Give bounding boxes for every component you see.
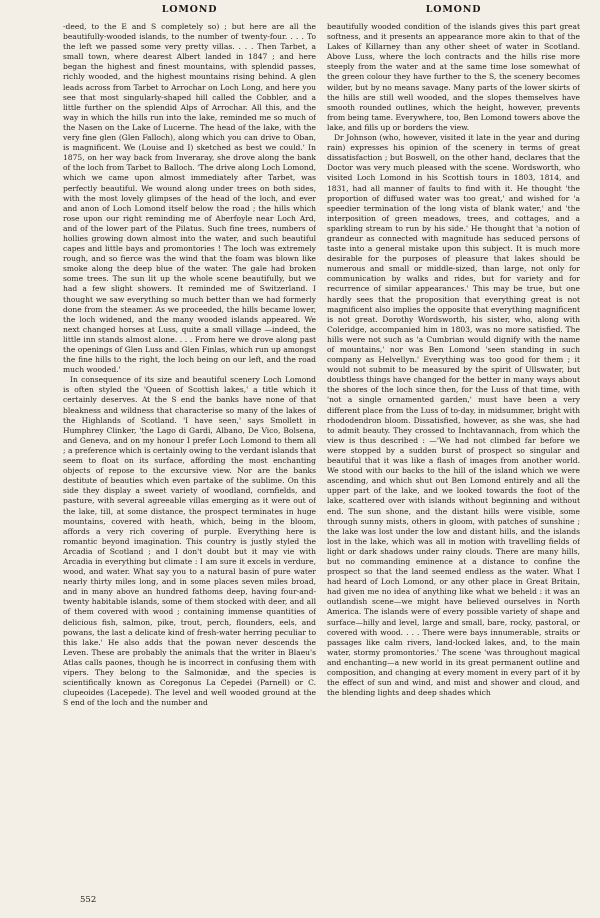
right-paragraph-1: beautifully wooded condition of the islands gives this part great softness, and it presents an appearance more akin to that of the Lakes of Killarney than any other sheet of water in Scotland. Above Luss, where the loch contracts and the hills rise more steeply from the water and at the same time lose somewhat of the green colour they have further to the S, the scenery becomes wilder, but by no means savage. Many parts of the lower skirts of the hills are still well wooded, and the slopes themselves have smooth rounded outlines, which the height, however, prevents from being tame. Everywhere, too, Ben Lomond towers above the lake, and fills up or borders the view. xyxy=(327,22,580,132)
left-paragraph-1: -deed, to the E and S completely so) ; but here are all the beautifully-wooded islands, to the number of twenty-four. . . . To the left we passed some very pretty villas. . . . Then Tarbet, a small town, where dearest Albert landed in 1847 ; and here began the highest and finest mountains, with splendid passes, richly wooded, and the highest mountains rising behind. A glen leads across from Tarbet to Arrochar on Loch Long, and here you see that most singularly-shaped hill called the Cobbler, and a little further on the splendid Alps of Arrochar. All this, and the way in which the hills run into the lake, reminded me so much of the Nasen on the Lake of Lucerne. The head of the lake, with the very fine glen (Glen Falloch), along which you can drive to Oban, is magnificent. We (Louise and I) sketched as best we could.' In 1875, on her way back from Inveraray, she drove along the bank of the loch from Tarbet to Balloch. 'The drive along Loch Lomond, which we came upon almost immediately after Tarbet, was perfectly beautiful. We wound along under trees on both sides, with the most lovely glimpses of the head of the loch, and ever and anon of Loch Lomond itself below the road ; the hills which rose upon our right reminding me of Aberfoyle near Loch Ard, and of the lower part of the Pilatus. Such fine trees, numbers of hollies growing down almost into the water, and such beautiful capes and little bays and promontories ! The loch was extremely rough, and so fierce was the wind that the foam was blown like smoke along the deep blue of the water. The gale had broken some trees. The sun lit up the whole scene beautifully, but we had a few slight showers. It reminded me of Switzerland. I thought we saw everything so much better than we had formerly done from the steamer. As we proceeded, the hills became lower, the loch widened, and the many wooded islands appeared. We next changed horses at Luss, quite a small village —indeed, the little inn stands almost alone. . . . From here we drove along past the openings of Glen Luss and Glen Finlas, which run up amongst the fine hills to the right, the loch being on our left, and the road much wooded.' xyxy=(63,22,316,375)
page-number: 552 xyxy=(80,895,97,905)
right-paragraph-2: Dr Johnson (who, however, visited it late in the year and during rain) expresses his opinion of the scenery in terms of great dissatisfaction ; but Boswell, on the other hand, declares that the Doctor was very much pleased with the scene. Wordsworth, who visited Loch Lomond in his Scottish tours in 1803, 1814, and 1831, had all manner of faults to find with it. He thought 'the proportion of diffused water was too great,' and wished for 'a speedier termination of the long vista of blank water,' and 'the interposition of green meadows, trees, and cottages, and a sparkling stream to run by his side.' He thought that 'a notion of grandeur as connected with magnitude has seduced persons of taste into a general mistake upon this subject. It is much more desirable for the purposes of pleasure that lakes should be numerous and small or middle-sized, than large, not only for communication by walks and rides, but for variety and for recurrence of similar appearances.' This may be true, but one hardly sees that the proposition that everything great is not magnificent also implies the opposite that everything magnificent is not great. Dorothy Wordsworth, his sister, who, along with Coleridge, accompanied him in 1803, was no more satisfied. The hills were not such as 'a Cumbrian would dignify with the name of mountains,' nor was Ben Lomond 'seen standing in such company as Helvellyn.' Everything was too good for them ; it would not submit to be measured by the spirit of Ullswater, but doubtless things have changed for the better in many ways about the shores of the loch since then, for the Luss of that time, with 'not a single ornamented garden,' must have been a very different place from the Luss of to-day, in midsummer, bright with rhododendron bloom. Dissatisfied, however, as she was, she had to admit beauty. They crossed to Inchtavannach, from which the view is thus described : —'We had not climbed far before we were stopped by a sudden burst of prospect so singular and beautiful that it was like a flash of images from another world. We stood with our backs to the hill of the island which we were ascending, and which shut out Ben Lomond entirely and all the upper part of the lake, and we looked towards the foot of the lake, scattered over with islands without beginning and without end. The sun shone, and the distant hills were visible, some through sunny mists, others in gloom, with patches of sunshine ; the lake was lost under the low and distant hills, and the islands lost in the lake, which was all in motion with travelling fields of light or dark shadows under rainy clouds. There are many hills, but no commanding eminence at a distance to confine the prospect so that the land seemed endless as the water. What I had heard of Loch Lomond, or any other place in Great Britain, had given me no idea of anything like what we beheld : it was an outlandish scene—we might have believed ourselves in North America. The islands were of every possible variety of shape and surface—hilly and level, large and small, bare, rocky, pastoral, or covered with wood. . . . There were bays innumerable, straits or passages like calm rivers, land-locked lakes, and, to the main water, stormy promontories.' The scene 'was throughout magical and enchanting—a new world in its great permanent outline and composition, and changing at every moment in every part of it by the effect of sun and wind, and mist and shower and cloud, and the blending lights and deep shades which xyxy=(327,133,580,698)
left-text-column xyxy=(63,22,316,902)
running-headers xyxy=(0,4,600,18)
right-text-column xyxy=(327,22,580,902)
left-running-header: LOMOND xyxy=(161,4,218,15)
right-running-header: LOMOND xyxy=(425,4,482,15)
left-paragraph-2: In consequence of its size and beautiful scenery Loch Lomond is often styled the 'Queen of Scottish lakes,' a title which it certainly deserves. At the S end the banks have none of that bleakness and wildness that characterise so many of the lakes of the Highlands of Scotland. 'I have seen,' says Smollett in Humphrey Clinker, 'the Lago di Gardi, Albano, De Vico, Bolsena, and Geneva, and on my honour I prefer Loch Lomond to them all ; a preference which is certainly owing to the verdant islands that seem to float on its surface, affording the most enchanting objects of repose to the excursive view. Nor are the banks destitute of beauties which even partake of the sublime. On this side they display a sweet variety of woodland, cornfields, and pasture, with several agreeable villas emerging as it were out of the lake, till, at some distance, the prospect terminates in huge mountains, covered with heath, which, being in the bloom, affords a very rich covering of purple. Everything here is romantic beyond imagination. This country is justly styled the Arcadia of Scotland ; and I don't doubt but it may vie with Arcadia in everything but climate : I am sure it excels in verdure, wood, and water. What say you to a natural basin of pure water nearly thirty miles long, and in some places seven miles broad, and in many above an hundred fathoms deep, having four-and-twenty habitable islands, some of them stocked with deer, and all of them covered with wood ; containing immense quantities of delicious fish, salmon, pike, trout, perch, flounders, eels, and powans, the last a delicate kind of fresh-water herring peculiar to this lake.' He also adds that the powan never descends the Leven. These are probably the animals that the writer in Blaeu's Atlas calls paones, though he is incorrect in confusing them with vipers. They belong to the Salmonidæ, and the species is scientifically known as Coregonus La Cepedei (Parnell) or C. clupeoides (Lacepede). The level and well wooded ground at the S end of the loch and the number and xyxy=(63,375,316,708)
